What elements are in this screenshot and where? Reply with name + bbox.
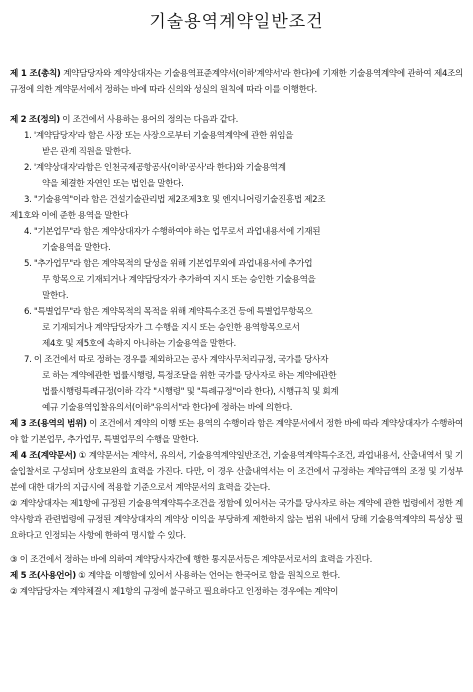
article-2-item-3-cont: 제1호와 이에 준한 용역을 말한다 — [10, 211, 129, 221]
article-2-item-2-cont: 약을 체결한 자연인 또는 법인을 말한다. — [42, 179, 184, 189]
article-4-para-3: ③ 이 조건에서 정하는 바에 의하여 계약당사자간에 행한 통지문서등은 계약문서로서의 효력을 가진다. — [10, 555, 372, 565]
article-5-heading: 제 5 조(사용언어) — [10, 571, 76, 581]
article-2-item-6-cont2: 제4호 및 제5호에 속하지 아니하는 기술용역을 말한다. — [42, 339, 236, 349]
article-2-item-4-cont: 기술용역을 말한다. — [42, 243, 111, 253]
article-2-item-7-cont3: 예규 기술용역입찰유의서(이하"유의서"라 한다)에 정하는 바에 의한다. — [42, 403, 293, 413]
article-2-item-7-cont2: 법률시행령특례규정(이하 각각 "시행령" 및 "특례규정"이라 한다), 시행규칙 및 회계 — [42, 387, 339, 397]
article-2-heading: 제 2 조(정의) — [10, 115, 60, 125]
article-4-para-1: 제 4 조(계약문서) ① 계약문서는 계약서, 유의서, 기술용역계약일반조건, 기술용역계약특수조건, 과업내용서, 산출내역서 및 기술입찰서로 구성되며 상호보완의 효력을 가진다. 다만, 이 경우 산출내역서는 이 조건에서 규정하는 계약금액의 조정 및 기성부분에 대한 대가의 지급시에 적용할 기준으로서 계약문서의 효력을 갖는다. — [10, 451, 464, 493]
article-3-text: 이 조건에서 계약의 이행 또는 용역의 수행이라 함은 계약문서에서 정한 바에 따라 계약상대자가 수행하여야 할 기본업무, 추가업무, 특별업무의 수행을 말한다. — [10, 419, 464, 445]
article-4-heading: 제 4 조(계약문서) — [10, 451, 77, 461]
article-2-item-5-cont: 무 항목으로 기재되거나 계약담당자가 추가하여 지시 또는 승인한 기술용역을 — [42, 275, 316, 285]
article-2-item-2: 2. '계약상대자'라함은 인천국제공항공사(이하'공사'라 한다)와 기술용역계 — [24, 163, 286, 173]
article-2-item-7: 7. 이 조건에서 따로 정하는 경우를 제외하고는 공사 계약사무처리규정, 국가를 당사자 — [24, 355, 329, 365]
article-2-item-7-cont: 로 하는 계약에관한 법률시행령, 특정조달을 위한 국가를 당사자로 하는 계약에관한 — [42, 371, 337, 381]
article-5-para-2: ② 계약담당자는 계약체결시 제1항의 규정에 불구하고 필요하다고 인정하는 경우에는 계약이 — [10, 587, 339, 597]
article-2-item-1: 1. '계약담당자'라 함은 사장 또는 사장으로부터 기술용역계약에 관한 위임을 — [24, 131, 294, 141]
article-4-para-2: ② 계약상대자는 제1항에 규정된 기술용역계약특수조건을 정함에 있어서는 국가를 당사자로 하는 계약에 관한 법령에서 정한 계약사항과 관련법령에 규정된 계약상대자의 계약상 이익을 부당하게 제한하지 않는 범위 내에서 당해 기술용역계약의 특성상 필요하다고 인정되는 사항에 한하여 명시할 수 있다. — [10, 499, 463, 541]
article-2-item-4: 4. "기본업무"라 함은 계약상대자가 수행하여야 하는 업무로서 과업내용서에 기재된 — [24, 227, 321, 237]
article-2-item-5: 5. "추가업무"라 함은 계약목적의 달성을 위해 기본업무외에 과업내용서에 추가업 — [24, 259, 313, 269]
document-title: 기술용역계약일반조건 — [149, 12, 324, 32]
article-2-item-3: 3. "기술용역"이라 함은 건설기술관리법 제2조제3호 및 엔지니어링기술진흥법 제2조 — [24, 195, 326, 205]
article-2-item-6: 6. "특별업무"라 함은 계약목적의 목적을 위해 계약특수조건 등에 특별업무항목으 — [24, 307, 313, 317]
article-3 — [10, 416, 463, 448]
article-2-item-6-cont: 로 기재되거나 계약담당자가 그 수행을 지시 또는 승인한 용역항목으로서 — [42, 323, 300, 333]
article-1-text: 계약담당자와 계약상대자는 기술용역표준계약서(이하'계약서'라 한다)에 기재한 기술용역계약에 관하여 제4조의 규정에 의한 계약문서에서 정하는 바에 따라 신의와 성실의 원칙에 따라 이를 이행한다. — [10, 69, 464, 95]
article-1 — [10, 66, 463, 98]
article-5-para-1: 제 5 조(사용언어) ① 계약을 이행함에 있어서 사용하는 언어는 한국어로 함을 원칙으로 한다. — [10, 571, 340, 581]
article-2 — [10, 112, 463, 128]
article-2-item-1-cont: 받은 관계 직원을 말한다. — [42, 147, 132, 157]
article-1-heading: 제 1 조(총칙) — [10, 69, 61, 79]
document-body — [10, 66, 463, 600]
article-3-heading: 제 3 조(용역의 범위) — [10, 419, 87, 429]
article-2-item-5-cont2: 말한다. — [42, 291, 69, 301]
article-2-text: 이 조건에서 사용하는 용어의 정의는 다음과 같다. — [59, 115, 238, 125]
